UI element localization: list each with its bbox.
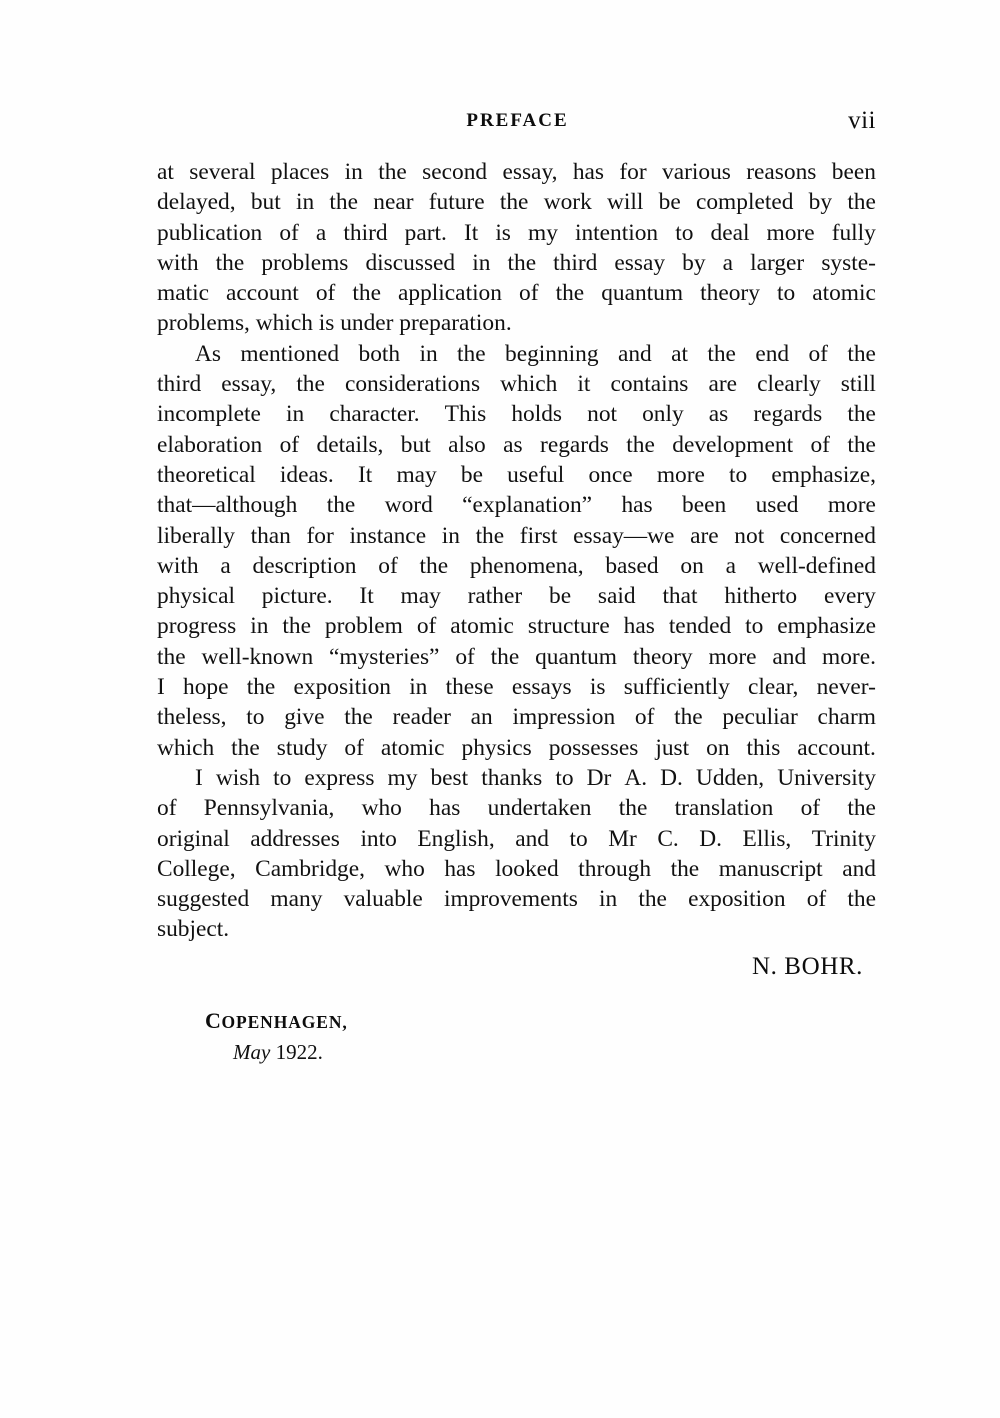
word: Cambridge, <box>255 855 365 882</box>
word: progress <box>157 613 237 640</box>
word: to <box>745 613 764 640</box>
word: character. <box>329 401 420 428</box>
word: of <box>279 431 300 458</box>
word: development <box>672 431 794 458</box>
word: essay <box>614 249 666 276</box>
word: as <box>708 401 729 428</box>
word: it <box>577 371 591 398</box>
word: of <box>279 219 299 246</box>
word: has <box>444 855 476 882</box>
word: application <box>398 280 502 307</box>
dateline-date <box>233 1037 348 1067</box>
word: and <box>772 643 807 670</box>
word: wish <box>215 764 261 791</box>
word: study <box>276 734 328 761</box>
word: liberally <box>157 522 235 549</box>
word: of <box>157 795 177 822</box>
word: a <box>315 219 327 246</box>
word: used <box>755 492 799 519</box>
word: second <box>422 159 488 185</box>
word: not <box>587 401 618 428</box>
text-line <box>157 672 876 702</box>
word: of <box>810 431 830 458</box>
text-line <box>157 733 876 763</box>
word: to <box>776 280 796 307</box>
word: in <box>598 886 618 913</box>
word: is <box>495 219 511 246</box>
word: give <box>284 704 325 731</box>
word: impression <box>512 704 616 731</box>
word: completed <box>695 189 794 216</box>
word: useful <box>507 461 565 488</box>
word: part. <box>404 219 447 246</box>
word: future <box>428 189 485 216</box>
word: places <box>270 159 330 185</box>
word: emphasize, <box>771 461 876 488</box>
word: theoretical <box>157 461 256 488</box>
text-line <box>195 339 876 369</box>
word: deal <box>710 219 750 246</box>
word: undertaken <box>487 795 592 822</box>
word: a <box>725 552 736 579</box>
word: my <box>528 219 558 246</box>
word: still <box>840 371 876 398</box>
text-line <box>157 702 876 732</box>
word: essay, <box>502 159 558 185</box>
word: a <box>220 552 231 579</box>
word: the <box>618 795 648 822</box>
word: hope <box>183 674 229 701</box>
word: details, <box>316 431 384 458</box>
word: reasons <box>746 159 817 185</box>
word: the <box>326 492 356 519</box>
word: quantum <box>535 643 617 670</box>
word: a <box>722 249 734 276</box>
word: in <box>441 522 460 549</box>
word: University <box>777 764 876 791</box>
word: of <box>416 613 437 640</box>
word: of <box>519 280 539 307</box>
word: the <box>457 340 486 367</box>
text-line <box>157 157 876 187</box>
word: on <box>706 734 730 761</box>
word: clearly <box>757 371 821 398</box>
word: into <box>360 825 397 852</box>
word: that—although <box>157 492 298 519</box>
text-line <box>157 399 876 429</box>
text-line <box>157 824 876 854</box>
word: theory <box>700 280 760 307</box>
word: exposition <box>688 886 786 913</box>
word: which <box>157 734 215 761</box>
word: be <box>658 189 681 216</box>
word: these <box>445 674 494 701</box>
word: physics <box>461 734 532 761</box>
word: As <box>195 340 221 367</box>
word: the <box>674 704 703 731</box>
word: end <box>755 340 790 367</box>
word: D. <box>699 825 723 852</box>
word: the <box>847 795 876 822</box>
word: this <box>746 734 781 761</box>
word: to <box>569 825 588 852</box>
word: which <box>500 371 558 398</box>
word: based <box>605 552 659 579</box>
word: the <box>847 431 876 458</box>
word: of <box>455 643 475 670</box>
word: incomplete <box>157 401 261 428</box>
word: never- <box>816 674 876 701</box>
word: translation <box>674 795 774 822</box>
word: both <box>358 340 401 367</box>
word: more <box>708 643 757 670</box>
word: be <box>549 583 572 610</box>
word: larger <box>750 249 805 276</box>
word: in <box>472 249 491 276</box>
word: and <box>515 825 549 852</box>
word: regards <box>753 401 823 428</box>
word: Udden, <box>695 764 765 791</box>
word: by <box>682 249 706 276</box>
word: has <box>572 159 605 185</box>
word: the <box>282 613 311 640</box>
word: picture. <box>261 583 333 610</box>
word: the <box>344 704 373 731</box>
word: problem <box>324 613 403 640</box>
word: hitherto <box>724 583 798 610</box>
word: Dr <box>586 764 612 791</box>
word: first <box>519 522 558 549</box>
text-line <box>157 218 876 248</box>
word: the <box>246 674 276 701</box>
word: valuable <box>343 886 423 913</box>
word: with <box>157 249 199 276</box>
word: for <box>619 159 647 185</box>
word: not <box>734 522 765 549</box>
text-line <box>157 460 876 490</box>
word: to <box>675 219 694 246</box>
word: It <box>357 461 373 488</box>
word: with <box>157 552 199 579</box>
dateline-place-initial: C <box>205 1008 222 1033</box>
word: various <box>662 159 731 185</box>
word: as <box>503 431 523 458</box>
word: near <box>373 189 414 216</box>
word: theless, <box>157 704 227 731</box>
word: may <box>400 583 441 610</box>
text-line <box>157 187 876 217</box>
word: structure <box>527 613 610 640</box>
word: English, <box>417 825 495 852</box>
word: thanks <box>481 764 543 791</box>
word: been <box>831 159 876 185</box>
word: in <box>344 159 363 185</box>
word: more. <box>822 643 876 670</box>
word: atomic <box>450 613 514 640</box>
word: every <box>823 583 876 610</box>
word: by <box>808 189 833 216</box>
word: several <box>189 159 256 185</box>
word: of <box>378 552 398 579</box>
signature: N. BOHR. <box>751 953 863 980</box>
word: sufficiently <box>623 674 730 701</box>
word: the <box>847 340 876 367</box>
word: beginning <box>505 340 599 367</box>
word: elaboration <box>157 431 263 458</box>
word: the <box>215 249 245 276</box>
word: Trinity <box>811 825 876 852</box>
word: has <box>429 795 461 822</box>
word: more <box>656 461 705 488</box>
word: physical <box>157 583 235 610</box>
word: more <box>766 219 815 246</box>
word: the <box>352 280 381 307</box>
word: improvements <box>443 886 578 913</box>
word: charm <box>817 704 876 731</box>
word: to <box>246 704 265 731</box>
word: the <box>499 189 529 216</box>
word: the <box>419 552 449 579</box>
word: delayed, <box>157 189 236 216</box>
word: but <box>400 431 431 458</box>
dateline-place <box>205 1006 348 1037</box>
word: description <box>252 552 357 579</box>
word: publication <box>157 219 263 246</box>
word: in <box>409 674 428 701</box>
word: work <box>543 189 592 216</box>
word: the <box>847 401 876 428</box>
word: said <box>597 583 636 610</box>
word: of <box>315 280 336 307</box>
word: intention <box>574 219 659 246</box>
word: tended <box>668 613 732 640</box>
word: instance <box>349 522 427 549</box>
word: has <box>623 613 655 640</box>
word: the <box>638 886 667 913</box>
word: suggested <box>157 886 250 913</box>
word: to <box>273 764 292 791</box>
word: of <box>806 886 827 913</box>
word: the <box>231 734 260 761</box>
dateline-month: May <box>233 1040 271 1064</box>
word: of <box>800 795 821 822</box>
word: the <box>555 280 585 307</box>
word: may <box>396 461 437 488</box>
word: well-defined <box>757 552 876 579</box>
dateline-year: 1922. <box>270 1040 323 1064</box>
word: essay—we <box>573 522 675 549</box>
word: addresses <box>250 825 340 852</box>
word: the <box>847 189 876 216</box>
word: in <box>295 189 315 216</box>
word: through <box>578 855 652 882</box>
word: my <box>387 764 418 791</box>
page-number: vii <box>848 107 876 134</box>
word: be <box>460 461 483 488</box>
word: phenomena, <box>469 552 584 579</box>
word: for <box>306 522 334 549</box>
word: the <box>507 249 537 276</box>
text-line <box>157 278 876 308</box>
word: considerations <box>344 371 481 398</box>
word: atomic <box>812 280 876 307</box>
word: essay, <box>221 371 277 398</box>
word: syste- <box>821 249 876 276</box>
word: reader <box>392 704 451 731</box>
word: “mysteries” <box>329 643 440 670</box>
word: in <box>250 613 269 640</box>
word: more <box>827 492 876 519</box>
word: exposition <box>293 674 391 701</box>
word: the <box>707 340 736 367</box>
word: emphasize <box>777 613 876 640</box>
text-line <box>157 611 876 641</box>
word: that <box>662 583 698 610</box>
text-line <box>157 581 876 611</box>
word: also <box>448 431 486 458</box>
word: once <box>588 461 633 488</box>
word: in <box>286 401 305 428</box>
text-line <box>157 551 876 581</box>
word: who <box>384 855 425 882</box>
word: quantum <box>601 280 684 307</box>
word: who <box>361 795 402 822</box>
text-line: subject. <box>157 916 230 943</box>
word: at <box>671 340 688 367</box>
running-head <box>157 107 876 136</box>
word: Ellis, <box>742 825 792 852</box>
word: on <box>680 552 704 579</box>
word: possesses <box>548 734 639 761</box>
word: discussed <box>365 249 456 276</box>
word: theory <box>632 643 693 670</box>
word: holds <box>511 401 563 428</box>
word: the <box>157 643 186 670</box>
word: It <box>463 219 479 246</box>
word: This <box>444 401 487 428</box>
word: rather <box>467 583 523 610</box>
word: the <box>670 855 700 882</box>
word: clear, <box>748 674 799 701</box>
word: third <box>553 249 598 276</box>
word: of <box>634 704 655 731</box>
word: is <box>589 674 606 701</box>
word: looked <box>495 855 559 882</box>
word: original <box>157 825 230 852</box>
word: only <box>642 401 684 428</box>
word: just <box>655 734 690 761</box>
word: account. <box>797 734 876 761</box>
word: mentioned <box>240 340 340 367</box>
word: peculiar <box>722 704 798 731</box>
word: College, <box>157 855 236 882</box>
word: word <box>384 492 433 519</box>
word: has <box>621 492 653 519</box>
word: of <box>344 734 364 761</box>
word: fully <box>831 219 876 246</box>
word: in <box>419 340 438 367</box>
text-line <box>157 248 876 278</box>
word: are <box>690 522 719 549</box>
dateline <box>205 1006 348 1067</box>
word: It <box>359 583 374 610</box>
word: to <box>729 461 748 488</box>
word: problems <box>261 249 349 276</box>
text-line <box>157 490 876 520</box>
word: “explanation” <box>462 492 593 519</box>
word: the <box>296 371 325 398</box>
word: and <box>617 340 652 367</box>
text-line: problems, which is under preparation. <box>157 310 512 337</box>
word: regards <box>540 431 609 458</box>
word: an <box>470 704 493 731</box>
text-line <box>157 369 876 399</box>
word: been <box>682 492 727 519</box>
word: matic <box>157 280 209 307</box>
word: will <box>607 189 644 216</box>
dateline-place-rest: OPENHAGEN, <box>221 1012 348 1032</box>
text-line <box>157 884 876 914</box>
word: to <box>555 764 574 791</box>
word: Mr <box>608 825 637 852</box>
word: third <box>157 371 202 398</box>
word: Pennsylvania, <box>203 795 335 822</box>
word: the <box>378 159 407 185</box>
word: essays <box>511 674 572 701</box>
word: but <box>250 189 281 216</box>
word: I <box>195 764 203 791</box>
text-line <box>157 521 876 551</box>
word: ideas. <box>279 461 334 488</box>
word: best <box>430 764 469 791</box>
word: than <box>250 522 291 549</box>
word: contains <box>610 371 689 398</box>
word: well-known <box>201 643 314 670</box>
word: of <box>808 340 828 367</box>
text-line <box>157 854 876 884</box>
word: concerned <box>779 522 876 549</box>
word: the <box>847 886 876 913</box>
word: express <box>304 764 375 791</box>
word: and <box>842 855 876 882</box>
word: A. <box>624 764 648 791</box>
text-line <box>157 430 876 460</box>
word: account <box>226 280 299 307</box>
word: at <box>157 159 174 185</box>
word: the <box>475 522 505 549</box>
text-line <box>157 642 876 672</box>
word: C. <box>657 825 679 852</box>
word: many <box>270 886 323 913</box>
word: third <box>343 219 388 246</box>
word: atomic <box>380 734 445 761</box>
word: manuscript <box>718 855 823 882</box>
word: are <box>708 371 738 398</box>
word: I <box>157 674 165 701</box>
word: D. <box>660 764 683 791</box>
word: the <box>329 189 358 216</box>
word: the <box>490 643 520 670</box>
running-head-title: PREFACE <box>466 110 569 131</box>
text-line <box>195 763 876 793</box>
text-line <box>157 793 876 823</box>
body-text <box>157 157 876 945</box>
word: the <box>626 431 655 458</box>
